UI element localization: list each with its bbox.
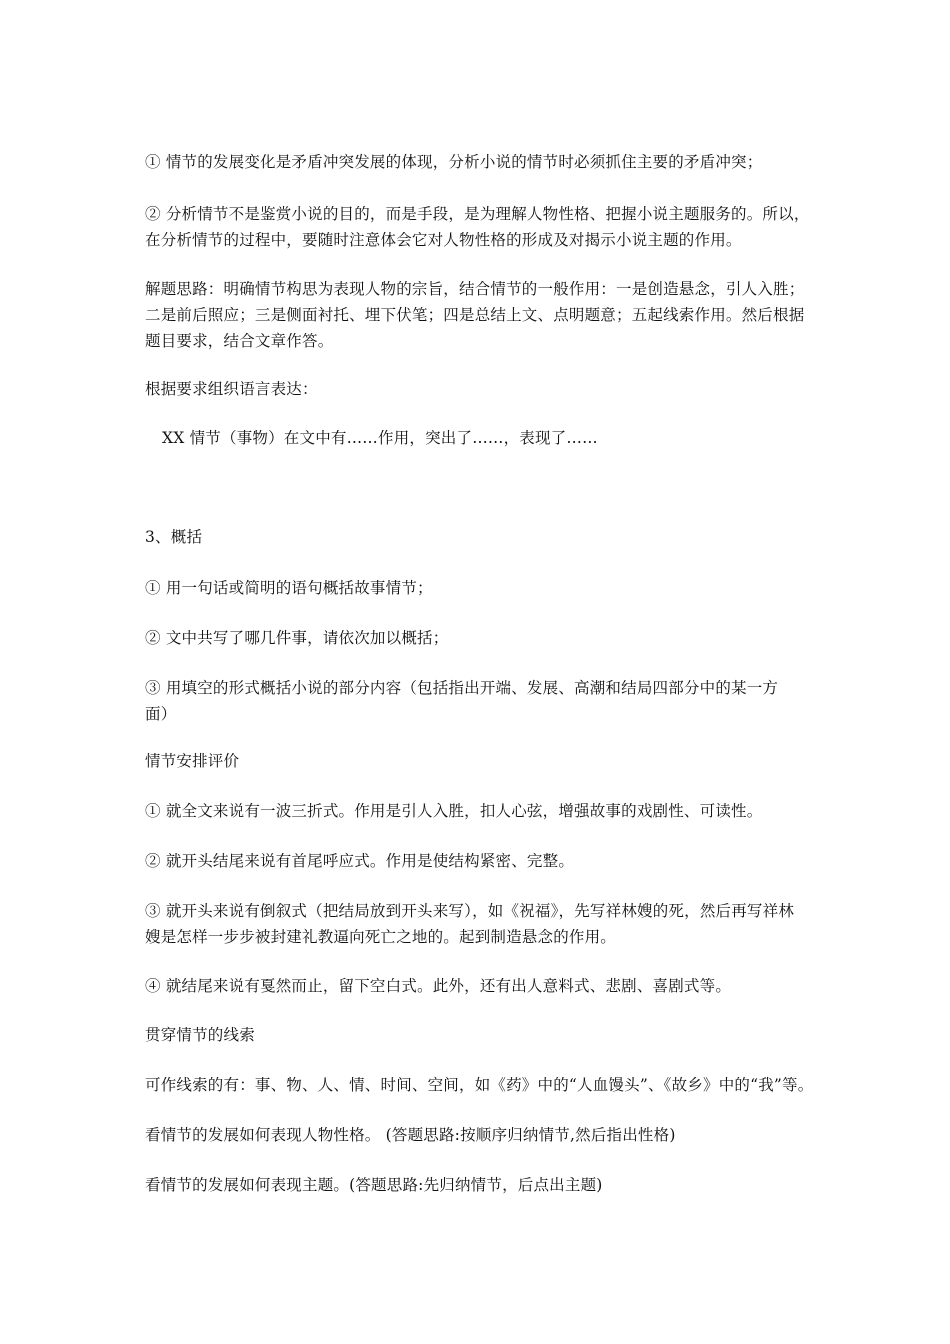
text-line: 题目要求，结合文章作答。 — [145, 332, 334, 350]
text-line: 在分析情节的过程中，要随时注意体会它对人物性格的形成及对揭示小说主题的作用。 — [145, 231, 742, 249]
text-line: XX 情节（事物）在文中有……作用，突出了……，表现了…… — [162, 429, 598, 447]
paragraph-plot-purpose — [145, 201, 835, 253]
paragraph-plot-character — [145, 1122, 835, 1148]
text-line: ① 就全文来说有一波三折式。作用是引人入胜，扣人心弦，增强故事的戏剧性、可读性。 — [145, 802, 763, 820]
paragraph-summary-item-2 — [145, 625, 835, 651]
paragraph-evaluation-item-4 — [145, 973, 835, 999]
paragraph-summary-item-1 — [145, 575, 835, 601]
paragraph-plot-conflict — [145, 149, 835, 175]
paragraph-plot-theme — [145, 1172, 835, 1198]
text-line: ③ 用填空的形式概括小说的部分内容（包括指出开端、发展、高潮和结局四部分中的某一方 — [145, 679, 779, 697]
paragraph-evaluation-item-3 — [145, 898, 835, 950]
text-line: 情节安排评价 — [145, 752, 240, 770]
text-line: 根据要求组织语言表达： — [145, 380, 318, 398]
section-heading-plot-evaluation — [145, 748, 835, 774]
text-line: ② 就开头结尾来说有首尾呼应式。作用是使结构紧密、完整。 — [145, 852, 575, 870]
paragraph-language-requirement — [145, 376, 835, 402]
text-line: ③ 就开头来说有倒叙式（把结局放到开头来写），如《祝福》，先写祥林嫂的死，然后再写祥林 — [145, 902, 795, 920]
text-line: 二是前后照应；三是侧面衬托、埋下伏笔；四是总结上文、点明题意；五起线索作用。然后根据 — [145, 306, 805, 324]
paragraph-evaluation-item-1 — [145, 798, 835, 824]
paragraph-solution-approach — [145, 276, 835, 354]
text-line: 看情节的发展如何表现人物性格。 (答题思路:按顺序归纳情节,然后指出性格) — [145, 1126, 676, 1144]
text-line: ② 分析情节不是鉴赏小说的目的，而是手段，是为理解人物性格、把握小说主题服务的。所以， — [145, 205, 810, 223]
section-heading-summary — [145, 524, 835, 550]
paragraph-summary-item-3 — [145, 675, 835, 727]
paragraph-answer-template — [162, 425, 852, 451]
paragraph-clue-examples — [145, 1072, 835, 1098]
text-line: 看情节的发展如何表现主题。(答题思路:先归纳情节，后点出主题) — [145, 1176, 603, 1194]
text-line: 解题思路：明确情节构思为表现人物的宗旨，结合情节的一般作用：一是创造悬念，引人入胜； — [145, 280, 805, 298]
text-line: 贯穿情节的线索 — [145, 1026, 255, 1044]
paragraph-evaluation-item-2 — [145, 848, 835, 874]
section-heading-plot-clue — [145, 1022, 835, 1048]
text-line: ④ 就结尾来说有戛然而止，留下空白式。此外，还有出人意料式、悲剧、喜剧式等。 — [145, 977, 732, 995]
text-line: 3、概括 — [145, 528, 203, 546]
text-line: 可作线索的有：事、物、人、情、时间、空间，如《药》中的“人血馒头”、《故乡》中的“我”等。 — [145, 1076, 814, 1094]
text-line: ① 情节的发展变化是矛盾冲突发展的体现，分析小说的情节时必须抓住主要的矛盾冲突； — [145, 153, 763, 171]
text-line: ② 文中共写了哪几件事，请依次加以概括； — [145, 629, 449, 647]
text-line: ① 用一句话或简明的语句概括故事情节； — [145, 579, 433, 597]
text-line: 面） — [145, 705, 177, 723]
text-line: 嫂是怎样一步步被封建礼教逼向死亡之地的。起到制造悬念的作用。 — [145, 928, 617, 946]
